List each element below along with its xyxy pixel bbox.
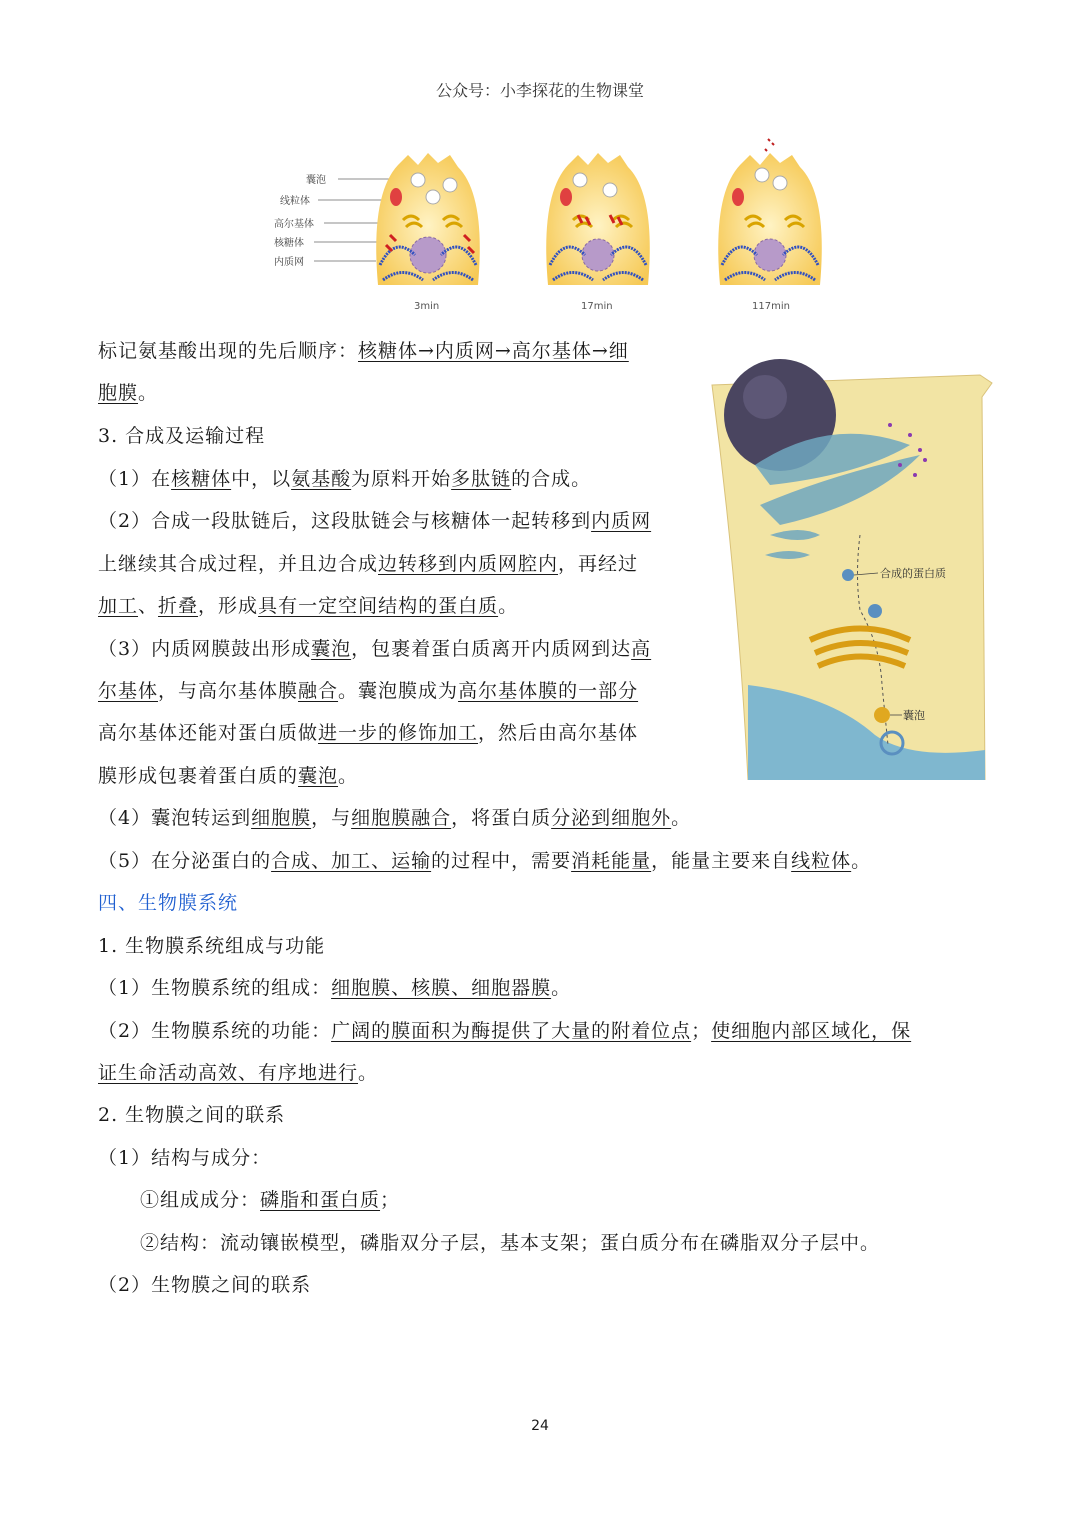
cell-117min: [718, 139, 822, 285]
section-heading-3: 3. 合成及运输过程: [98, 425, 266, 447]
label-synthesized-protein: 合成的蛋白质: [880, 567, 946, 580]
text-line-21: ①组成成分：磷脂和蛋白质；: [140, 1189, 401, 1211]
text-line-5: （2）合成一段肽链后，这段肽链会与核糖体一起转移到内质网: [98, 510, 652, 532]
text-line-18: 证生命活动高效、有序地进行。: [98, 1062, 379, 1084]
caption-17min: 17min: [581, 301, 613, 312]
subheading-1: 1. 生物膜系统组成与功能: [98, 935, 326, 957]
cell-3min: [376, 153, 480, 285]
subheading-2: 2. 生物膜之间的联系: [98, 1104, 286, 1126]
text-line-22: ②结构：流动镶嵌模型，磷脂双分子层，基本支架；蛋白质分布在磷脂双分子层中。: [140, 1232, 881, 1254]
text-line-16: （1）生物膜系统的组成：细胞膜、核膜、细胞器膜。: [98, 977, 572, 999]
text-line-6: 上继续其合成过程，并且边合成边转移到内质网腔内，再经过: [98, 553, 639, 575]
text-line-11: 膜形成包裹着蛋白质的囊泡。: [98, 765, 359, 787]
text-line-9: 尔基体，与高尔基体膜融合。囊泡膜成为高尔基体膜的一部分: [98, 680, 639, 702]
text-line-4: （1）在核糖体中，以氨基酸为原料开始多肽链的合成。: [98, 468, 592, 490]
page-number: 24: [531, 1418, 549, 1434]
text-line-8: （3）内质网膜鼓出形成囊泡，包裹着蛋白质离开内质网到达高: [98, 638, 652, 660]
text-line-7: 加工、折叠，形成具有一定空间结构的蛋白质。: [98, 595, 519, 617]
label-ribosome: 核糖体: [274, 238, 304, 249]
text-line-2: 胞膜。: [98, 382, 159, 404]
caption-3min: 3min: [414, 301, 440, 312]
label-vesicle: 囊泡: [306, 175, 326, 186]
label-golgi: 高尔基体: [274, 219, 314, 230]
text-line-1: 标记氨基酸出现的先后顺序：核糖体→内质网→高尔基体→细: [98, 340, 629, 362]
section-heading-biomembrane: 四、生物膜系统: [98, 892, 239, 914]
page-header: 公众号：小李探花的生物课堂: [435, 81, 644, 100]
cell-17min: [546, 153, 650, 285]
text-line-23: （2）生物膜之间的联系: [98, 1274, 312, 1296]
text-line-13: （5）在分泌蛋白的合成、加工、运输的过程中，需要消耗能量，能量主要来自线粒体。: [98, 850, 872, 872]
text-line-20: （1）结构与成分：: [98, 1147, 272, 1169]
label-vesicle-right: 囊泡: [903, 709, 925, 722]
secretion-timecourse-figure: [268, 135, 828, 315]
text-line-17: （2）生物膜系统的功能：广阔的膜面积为酶提供了大量的附着位点；使细胞内部区域化，保: [98, 1020, 912, 1042]
secretory-pathway-figure: [710, 355, 995, 780]
text-line-10: 高尔基体还能对蛋白质做进一步的修饰加工，然后由高尔基体: [98, 722, 639, 744]
text-line-12: （4）囊泡转运到细胞膜，与细胞膜融合，将蛋白质分泌到细胞外。: [98, 807, 692, 829]
caption-117min: 117min: [752, 301, 790, 312]
label-mitochondria: 线粒体: [280, 196, 310, 207]
label-er: 内质网: [274, 257, 304, 268]
